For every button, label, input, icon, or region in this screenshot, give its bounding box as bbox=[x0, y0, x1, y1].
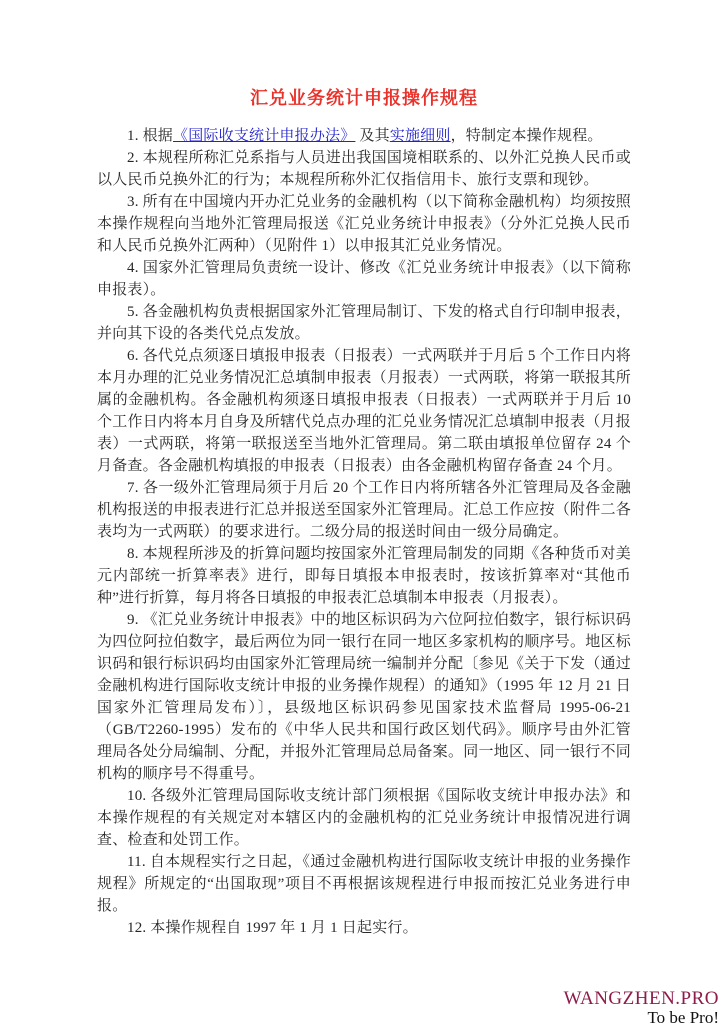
paragraph-1 bbox=[97, 125, 631, 147]
watermark bbox=[564, 989, 719, 1027]
paragraph-1-conjunction: 及其 bbox=[355, 128, 390, 144]
paragraph-1-suffix: ，特制定本操作规程。 bbox=[450, 128, 603, 144]
paragraph-1-prefix: 1. 根据 bbox=[127, 128, 174, 144]
link-implementation-rules[interactable]: 实施细则 bbox=[389, 128, 451, 144]
paragraph-9: 9. 《汇兑业务统计申报表》中的地区标识码为六位阿拉伯数字，银行标识码为四位阿拉伯数字，最后两位为同一银行在同一地区多家机构的顺序号。地区标识码和银行标识码均由国家外汇管理局统一编制并分配〔参见《关于下发（通过金融机构进行国际收支统计申报的业务操作规程）的通知》（1995 年 12 月 21 日国家外汇管理局发布）〕，县级地区标识码参见国家技术监督局 1995-06-21（GB/T2260-1995）发布的《中华人民共和国行政区划代码》。顺序号由外汇管理局各处分局编制、分配，并报外汇管理局总局备案。同一地区、同一银行不同机构的顺序号不得重号。 bbox=[97, 612, 631, 782]
watermark-brand: WANGZHEN.PRO bbox=[563, 988, 719, 1009]
paragraph-2: 2. 本规程所称汇兑系指与人员进出我国国境相联系的、以外汇兑换人民币或以人民币兑换外汇的行为；本规程所称外汇仅指信用卡、旅行支票和现钞。 bbox=[97, 150, 631, 188]
document-title: 汇兑业务统计申报操作规程 bbox=[250, 88, 478, 108]
paragraph-8: 8. 本规程所涉及的折算问题均按国家外汇管理局制发的同期《各种货币对美元内部统一折算率表》进行，即每日填报本申报表时，按该折算率对“其他币种”进行折算，每月将各日填报的申报表汇总填制本申报表（月报表）。 bbox=[97, 546, 631, 606]
document-body bbox=[97, 88, 631, 939]
paragraph-10: 10. 各级外汇管理局国际收支统计部门须根据《国际收支统计申报办法》和本操作规程的有关规定对本辖区内的金融机构的汇兑业务统计申报情况进行调查、检查和处罚工作。 bbox=[97, 788, 631, 848]
paragraph-4: 4. 国家外汇管理局负责统一设计、修改《汇兑业务统计申报表》（以下简称申报表）。 bbox=[97, 260, 631, 298]
watermark-slogan: To be Pro! bbox=[647, 1008, 719, 1027]
paragraph-11: 11. 自本规程实行之日起，《通过金融机构进行国际收支统计申报的业务操作规程》所规定的“出国取现”项目不再根据该规程进行申报而按汇兑业务进行申报。 bbox=[97, 854, 631, 914]
paragraph-12: 12. 本操作规程自 1997 年 1 月 1 日起实行。 bbox=[127, 920, 418, 936]
paragraph-3: 3. 所有在中国境内开办汇兑业务的金融机构（以下简称金融机构）均须按照本操作规程向当地外汇管理局报送《汇兑业务统计申报表》（分外汇兑换人民币和人民币兑换外汇两种）（见附件 1）以申报其汇兑业务情况。 bbox=[97, 194, 631, 254]
link-balance-of-payments-reporting-measures[interactable]: 《国际收支统计申报办法》 bbox=[173, 128, 356, 144]
paragraph-7: 7. 各一级外汇管理局须于月后 20 个工作日内将所辖各外汇管理局及各金融机构报送的申报表进行汇总并报送至国家外汇管理局。汇总工作应按（附件二各表均为一式两联）的要求进行。二级分局的报送时间由一级分局确定。 bbox=[97, 480, 631, 540]
paragraph-5: 5. 各金融机构负责根据国家外汇管理局制订、下发的格式自行印制申报表，并向其下设的各类代兑点发放。 bbox=[97, 304, 631, 342]
paragraph-6: 6. 各代兑点须逐日填报申报表（日报表）一式两联并于月后 5 个工作日内将本月办理的汇兑业务情况汇总填制申报表（月报表）一式两联，将第一联报其所属的金融机构。各金融机构须逐日填报申报表（日报表）一式两联并于月后 10 个工作日内将本月自身及所辖代兑点办理的汇兑业务情况汇总填制申报表（月报表）一式两联，将第一联报送至当地外汇管理局。第二联由填报单位留存 24 个月备查。各金融机构填报的申报表（日报表）由各金融机构留存备查 24 个月。 bbox=[97, 348, 631, 474]
